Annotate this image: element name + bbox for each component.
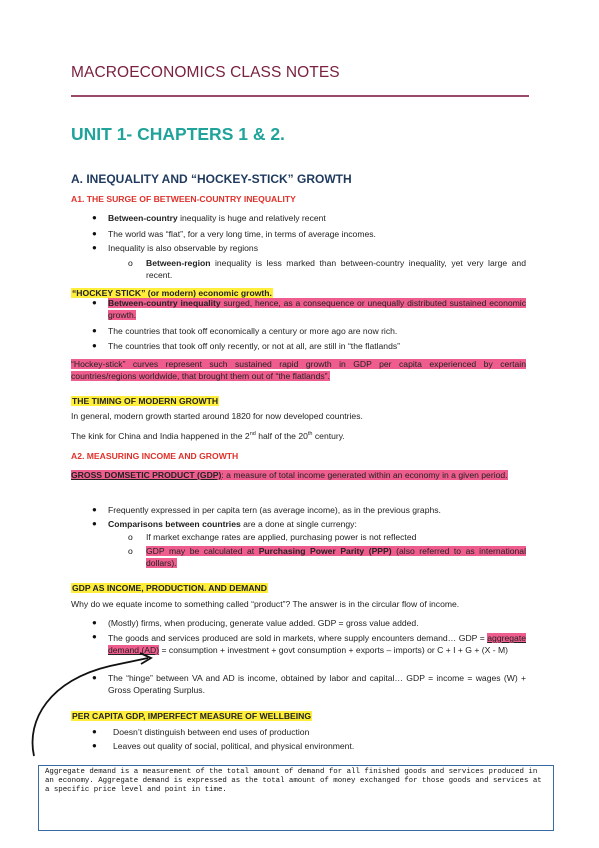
a2-bullet-2: Comparisons between countries are a done at single currengy:: [108, 519, 357, 529]
bullet-icon: ●: [92, 298, 97, 307]
aggregate-demand-highlight: aggregate demand (AD): [108, 633, 526, 655]
percapita-bullet-2: Leaves out quality of social, political, and physical environment.: [113, 741, 355, 751]
timing-heading: THE TIMING OF MODERN GROWTH: [72, 396, 219, 406]
a1-bullet-3: Inequality is also observable by regions: [108, 243, 259, 253]
income-paragraph: Why do we equate income to something called “product”? The answer is in the circular flow of income.: [71, 599, 460, 609]
hockey-heading: “HOCKEY STICK” (or modern) economic growth.: [72, 288, 272, 298]
bullet-icon: ●: [92, 519, 97, 528]
percapita-heading: PER CAPITA GDP, IMPERFECT MEASURE OF WELLBEING: [72, 711, 312, 721]
a1-sub-bullet-1: Between-region inequality is less marked than between-country inequality, yet very large and recent.: [146, 258, 526, 280]
bullet-icon: ●: [92, 618, 97, 627]
a1-heading: A1. THE SURGE OF BETWEEN-COUNTRY INEQUALITY: [71, 194, 296, 204]
document-title: MACROECONOMICS CLASS NOTES: [71, 64, 340, 81]
percapita-bullet-1: Doesn’t distinguish between end uses of production: [113, 727, 310, 737]
bullet-icon: ●: [92, 341, 97, 350]
aggregate-demand-note: Aggregate demand is a measurement of the total amount of demand for all finished goods and services produced in an economy. Aggregate demand is expressed as the total amount of money exchanged for those goods and services at a specific price level and point in time.: [38, 765, 554, 831]
title-divider: [71, 95, 529, 97]
hockey-paragraph: “Hockey-stick” curves represent such sustained rapid growth in GDP per capita experienced by certain countries/regions worldwide, that brought them out of “the flatlands”.: [71, 359, 526, 381]
bullet-icon: ●: [92, 741, 97, 750]
income-bullet-2: The goods and services produced are sold in markets, where supply encounters demand… GDP = aggregate demand (AD) = consumption + investment + govt consumption + exports – imports) or C + I + G + (X - M): [108, 633, 526, 655]
hockey-bullet-3: The countries that took off only recently, or not at all, are still in “the flatlands”: [108, 341, 401, 351]
timing-paragraph-1: In general, modern growth started around 1820 for now developed countries.: [71, 411, 363, 421]
section-a-title: A. INEQUALITY AND “HOCKEY-STICK” GROWTH: [71, 172, 352, 186]
circle-bullet-icon: o: [128, 258, 133, 268]
bullet-icon: ●: [92, 632, 97, 641]
a2-sub-bullet-1: If market exchange rates are applied, purchasing power is not reflected: [146, 532, 417, 542]
bullet-icon: ●: [92, 326, 97, 335]
income-heading: GDP AS INCOME, PRODUCTION. AND DEMAND: [72, 583, 267, 593]
income-bullet-1: (Mostly) firms, when producing, generate value added. GDP = gross value added.: [108, 618, 419, 628]
a1-bullet-1: Between-country inequality is huge and relatively recent: [108, 213, 326, 223]
bullet-icon: ●: [92, 673, 97, 682]
hockey-bullet-2: The countries that took off economically a century or more ago are now rich.: [108, 326, 398, 336]
income-bullet-3: The “hinge” between VA and AD is income, obtained by labor and capital… GDP = income = wages (W) + Gross Operating Surplus.: [108, 673, 526, 695]
circle-bullet-icon: o: [128, 546, 133, 556]
hockey-bullet-1: Between-country inequality surged, hence, as a consequence or unequally distributed sustained economic growth.: [108, 298, 526, 320]
bullet-icon: ●: [92, 727, 97, 736]
circle-bullet-icon: o: [128, 532, 133, 542]
timing-paragraph-2: The kink for China and India happened in the 2nd half of the 20th century.: [71, 431, 345, 441]
bullet-icon: ●: [92, 243, 97, 252]
gdp-definition: GROSS DOMSETIC PRODUCT (GDP): a measure of total income generated within an economy in a given period.: [71, 470, 508, 480]
a2-sub-bullet-2: GDP may be calculated at Purchasing Power Parity (PPP) (also referred to as international dollars).: [146, 546, 526, 568]
a2-bullet-1: Frequently expressed in per capita tern (as average income), as in the previous graphs.: [108, 505, 441, 515]
bullet-icon: ●: [92, 505, 97, 514]
unit-title: UNIT 1- CHAPTERS 1 & 2.: [71, 124, 285, 144]
bullet-icon: ●: [92, 229, 97, 238]
a1-bullet-2: The world was “flat”, for a very long time, in terms of average incomes.: [108, 229, 376, 239]
a2-heading: A2. MEASURING INCOME AND GROWTH: [71, 451, 239, 461]
bullet-icon: ●: [92, 213, 97, 222]
curved-arrow-icon: [20, 650, 190, 760]
